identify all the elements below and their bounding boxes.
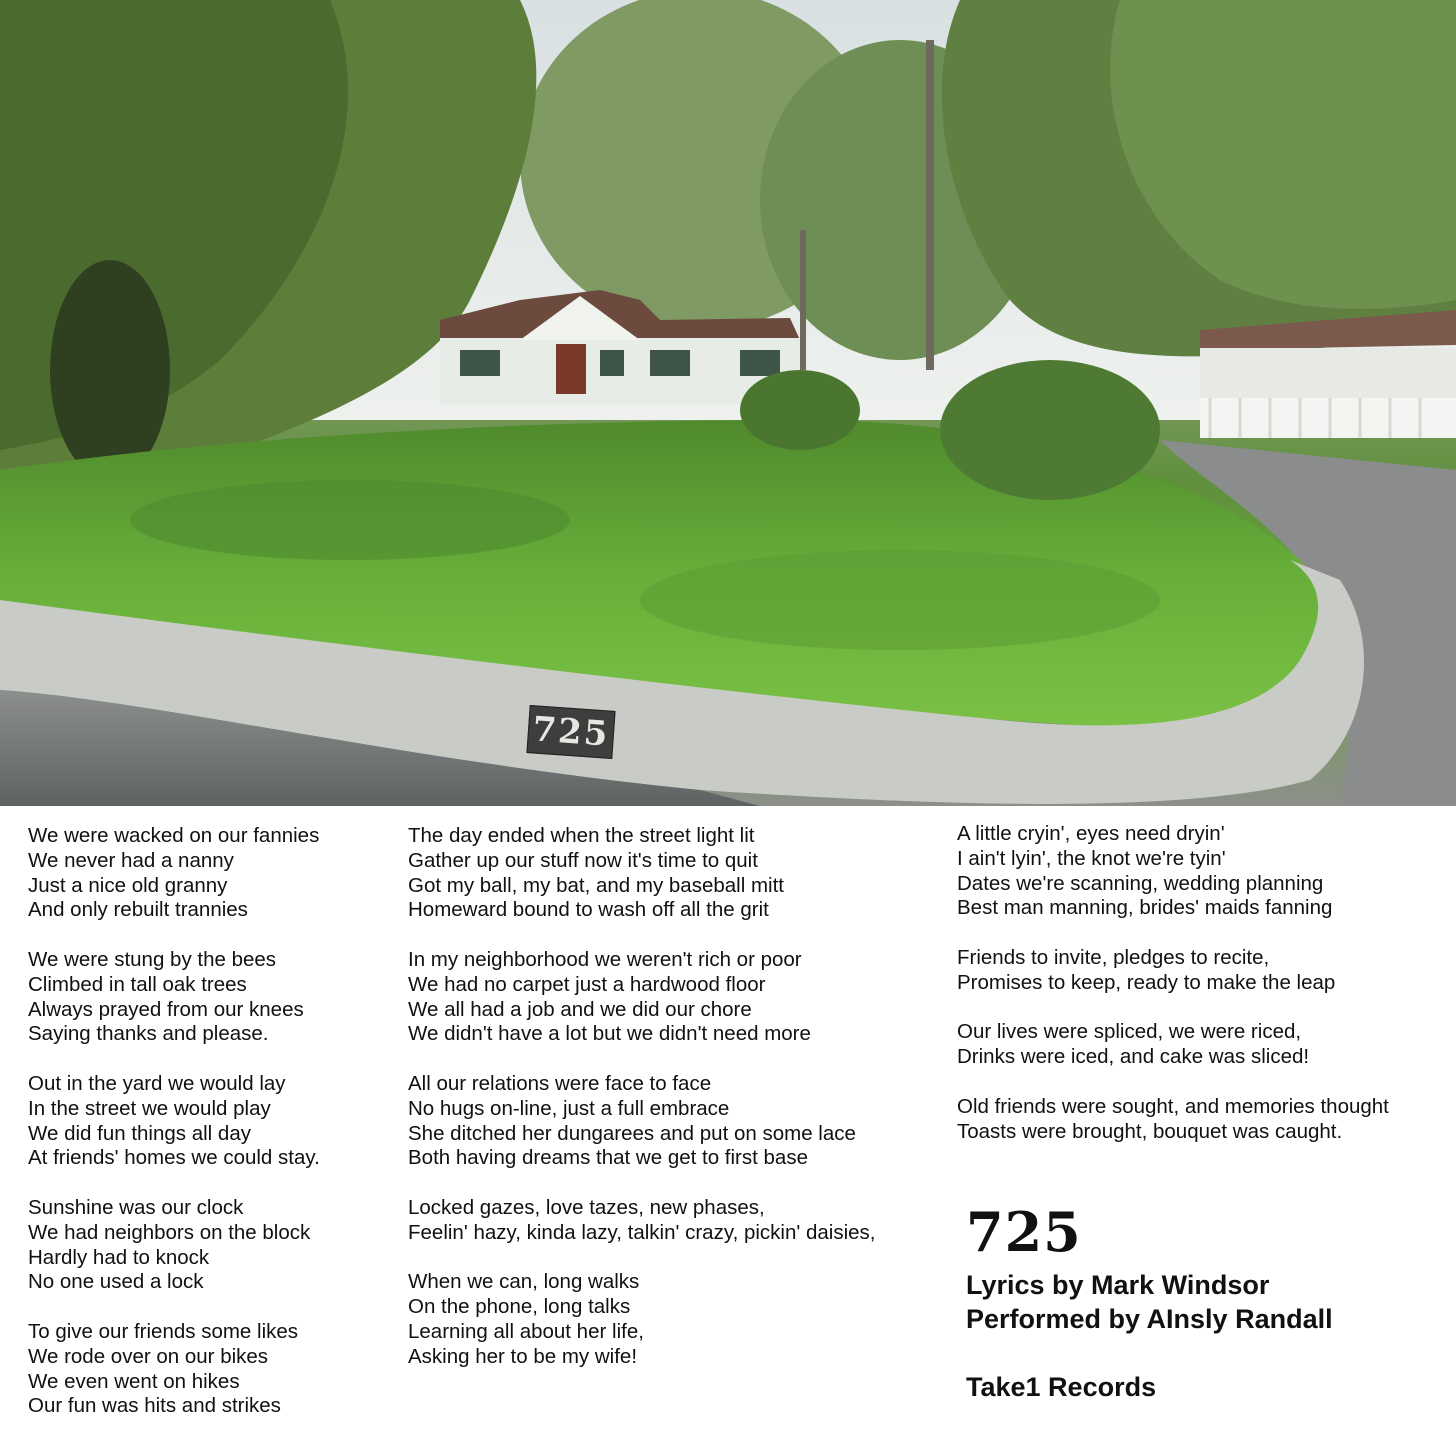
stanza (28, 948, 398, 1047)
lyric-line: And only rebuilt trannies (28, 898, 248, 922)
curb-house-number (526, 705, 615, 759)
lyrics-column-1 (28, 824, 398, 1444)
lyric-line: A little cryin', eyes need dryin' (957, 822, 1225, 845)
lyric-line: All our relations were face to face (408, 1071, 712, 1095)
stanza (957, 946, 1427, 996)
lyric-line: Got my ball, my bat, and my baseball mitt (408, 873, 784, 897)
lyric-line: Locked gazes, love tazes, new phases, (408, 1195, 765, 1219)
stanza (28, 1196, 398, 1295)
lyric-line: We did fun things all day (28, 1121, 251, 1145)
stanza (957, 1020, 1427, 1070)
lyric-line: We were wacked on our fannies (28, 824, 320, 847)
lyrics-column-3 (957, 822, 1427, 1169)
lyric-line: Climbed in tall oak trees (28, 972, 247, 996)
lyric-line: We never had a nanny (28, 848, 234, 872)
stanza (408, 948, 928, 1047)
performer-credit: Performed by AInsly Randall (966, 1304, 1333, 1334)
lyric-line: Toasts were brought, bouquet was caught. (957, 1119, 1343, 1143)
lyric-line: Dates we're scanning, wedding planning (957, 871, 1324, 895)
lyric-line: Both having dreams that we get to first base (408, 1146, 808, 1170)
lyric-line: We were stung by the bees (28, 947, 277, 971)
house-number-text: 725 (531, 709, 611, 755)
lyric-line: Best man manning, brides' maids fanning (957, 896, 1333, 920)
lyric-line: Learning all about her life, (408, 1319, 644, 1343)
lyric-line: In the street we would play (28, 1096, 271, 1120)
stanza (957, 1095, 1427, 1145)
lyrics-credit: Lyrics by Mark Windsor (966, 1270, 1270, 1300)
lyric-line: She ditched her dungarees and put on some lace (408, 1121, 856, 1145)
lyric-line: Asking her to be my wife! (408, 1344, 638, 1368)
lyric-line: No hugs on-line, just a full embrace (408, 1096, 730, 1120)
lyric-line: To give our friends some likes (28, 1319, 299, 1343)
lyric-line: At friends' homes we could stay. (28, 1146, 320, 1170)
lyric-line: Feelin' hazy, kinda lazy, talkin' crazy, pickin' daisies, (408, 1220, 876, 1244)
lyric-line: Always prayed from our knees (28, 997, 304, 1021)
lyric-line: Sunshine was our clock (28, 1195, 244, 1219)
lyric-line: We didn't have a lot but we didn't need more (408, 1022, 811, 1046)
lyric-line: We had no carpet just a hardwood floor (408, 972, 766, 996)
stanza (408, 1196, 928, 1246)
lyric-line: Promises to keep, ready to make the leap (957, 970, 1336, 994)
lyric-line: Gather up our stuff now it's time to quit (408, 848, 758, 872)
lyric-line: Drinks were iced, and cake was sliced! (957, 1045, 1310, 1069)
lyric-line: Homeward bound to wash off all the grit (408, 898, 769, 922)
lyric-line: Old friends were sought, and memories thought (957, 1094, 1389, 1118)
lyric-line: Just a nice old granny (28, 873, 228, 897)
stanza (28, 1072, 398, 1171)
lyric-line: We all had a job and we did our chore (408, 997, 752, 1021)
lyric-line: On the phone, long talks (408, 1295, 631, 1319)
lyric-line: Our fun was hits and strikes (28, 1394, 281, 1418)
lyric-line: Friends to invite, pledges to recite, (957, 945, 1270, 969)
lyric-line: In my neighborhood we weren't rich or poor (408, 947, 802, 971)
lyric-line: We had neighbors on the block (28, 1220, 311, 1244)
record-label: Take1 Records (966, 1372, 1157, 1402)
lyric-line: When we can, long walks (408, 1270, 640, 1294)
lyric-line: I ain't lyin', the knot we're tyin' (957, 846, 1226, 870)
lyric-line: Out in the yard we would lay (28, 1071, 286, 1095)
lyric-line: Saying thanks and please. (28, 1022, 269, 1046)
stanza (408, 1072, 928, 1171)
lyric-line: Hardly had to knock (28, 1245, 210, 1269)
lyric-line: Our lives were spliced, we were riced, (957, 1020, 1302, 1044)
stanza (957, 822, 1427, 921)
song-title: 725 (966, 1200, 1082, 1264)
lyric-line: The day ended when the street light lit (408, 824, 755, 847)
lyric-line: No one used a lock (28, 1270, 204, 1294)
stanza (408, 824, 928, 923)
stanza (408, 1270, 928, 1369)
stanza (28, 824, 398, 923)
lyric-line: We even went on hikes (28, 1369, 240, 1393)
lyric-line: We rode over on our bikes (28, 1344, 269, 1368)
lyrics-column-2 (408, 824, 928, 1394)
stanza (28, 1320, 398, 1419)
